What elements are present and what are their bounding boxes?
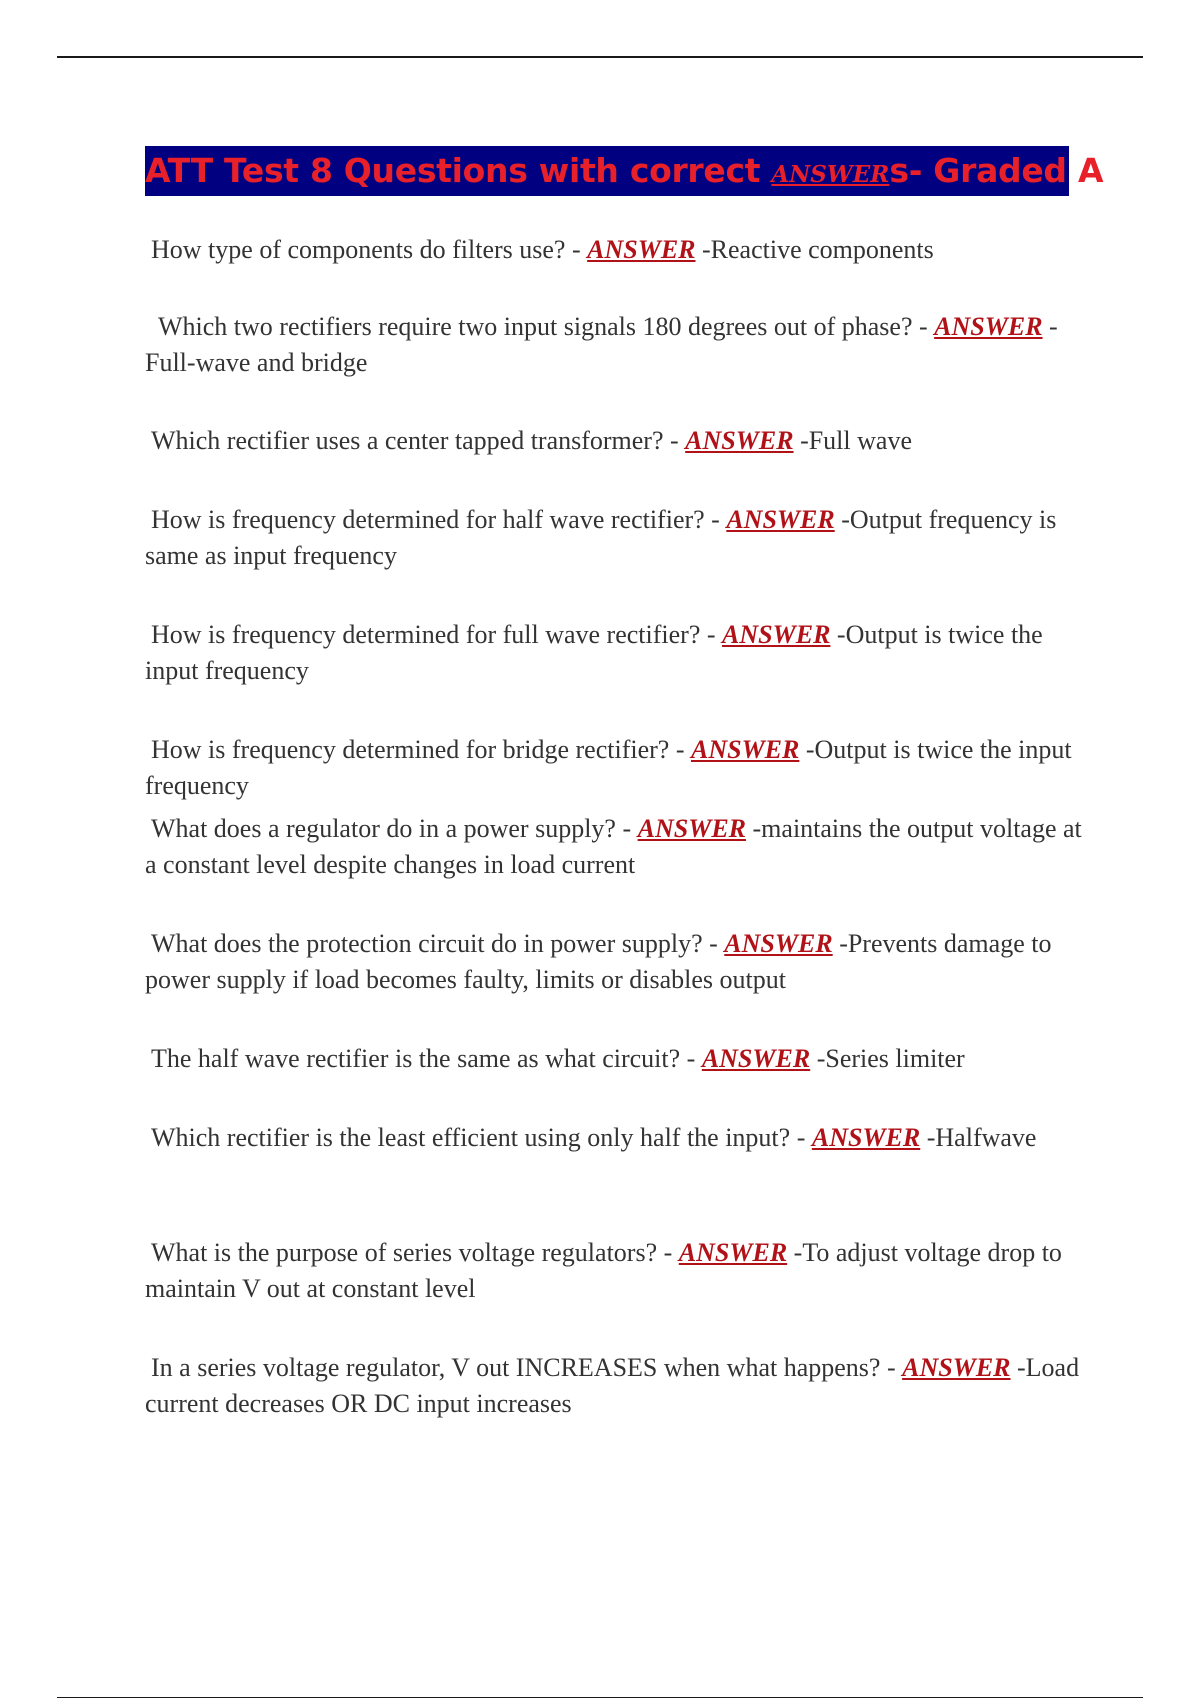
answer-text: -Halfwave [920,1123,1037,1152]
title-answers: ANSWER [771,161,890,188]
answer-label: ANSWER [722,620,831,649]
qa-item-6 [145,732,1095,804]
answer-label: ANSWER [811,1123,921,1152]
qa-item-9 [145,1041,1095,1077]
qa-item-11 [145,1235,1095,1307]
document-title [145,146,1104,196]
answer-label: ANSWER [902,1353,1011,1382]
answer-label: ANSWER [690,735,800,764]
qa-item-12 [145,1350,1095,1422]
answer-text: -Output is twice the input frequency [145,735,1072,800]
answer-text: -Series limiter [810,1044,965,1073]
question-text: Which rectifier is the least efficient using only half the input? - [151,1123,812,1152]
top-rule [57,56,1143,58]
qa-item-8 [145,926,1095,998]
answer-text: -Full-wave and bridge [145,312,1058,377]
question-text: Which rectifier uses a center tapped transformer? - [151,426,686,455]
answer-text: -Full wave [793,426,912,455]
question-text: How is frequency determined for full wave rectifier? - [151,620,723,649]
answer-label: ANSWER [685,426,794,455]
title-suffix: s- Graded A [889,151,1104,190]
answer-text: -Reactive components [695,235,934,264]
answer-label: ANSWER [726,505,835,534]
qa-item-2 [145,309,1095,381]
question-text: How type of components do filters use? - [151,235,588,264]
answer-text: -Output frequency is same as input frequency [145,505,1057,570]
question-text: What does a regulator do in a power supply? - [151,814,638,843]
answer-label: ANSWER [637,814,747,843]
answer-label: ANSWER [678,1238,788,1267]
answer-text: -Load current decreases OR DC input increases [145,1353,1080,1418]
answer-text: -To adjust voltage drop to maintain V out at constant level [145,1238,1062,1303]
question-text: How is frequency determined for half wave rectifier? - [151,505,727,534]
qa-item-10 [145,1120,1095,1156]
answer-text: -Prevents damage to power supply if load becomes faulty, limits or disables output [145,929,1052,994]
qa-item-7 [145,811,1095,883]
answer-text: -Output is twice the input frequency [145,620,1043,685]
question-text: How is frequency determined for bridge rectifier? - [151,735,691,764]
answer-label: ANSWER [701,1044,811,1073]
question-text: What is the purpose of series voltage regulators? - [151,1238,679,1267]
qa-item-5 [145,617,1095,689]
question-text: What does the protection circuit do in power supply? - [151,929,725,958]
bottom-rule [57,1697,1143,1698]
title-prefix: ATT Test 8 Questions with correct [145,151,772,190]
question-text: Which two rectifiers require two input signals 180 degrees out of phase? - [158,312,935,341]
qa-item-1 [145,232,1095,268]
qa-item-3 [145,423,1095,459]
answer-label: ANSWER [724,929,833,958]
answer-label: ANSWER [934,312,1043,341]
question-text: In a series voltage regulator, V out INCREASES when what happens? - [151,1353,903,1382]
qa-item-4 [145,502,1095,574]
answer-text: -maintains the output voltage at a constant level despite changes in load current [145,814,1082,879]
question-text: The half wave rectifier is the same as what circuit? - [151,1044,702,1073]
answer-label: ANSWER [587,235,696,264]
